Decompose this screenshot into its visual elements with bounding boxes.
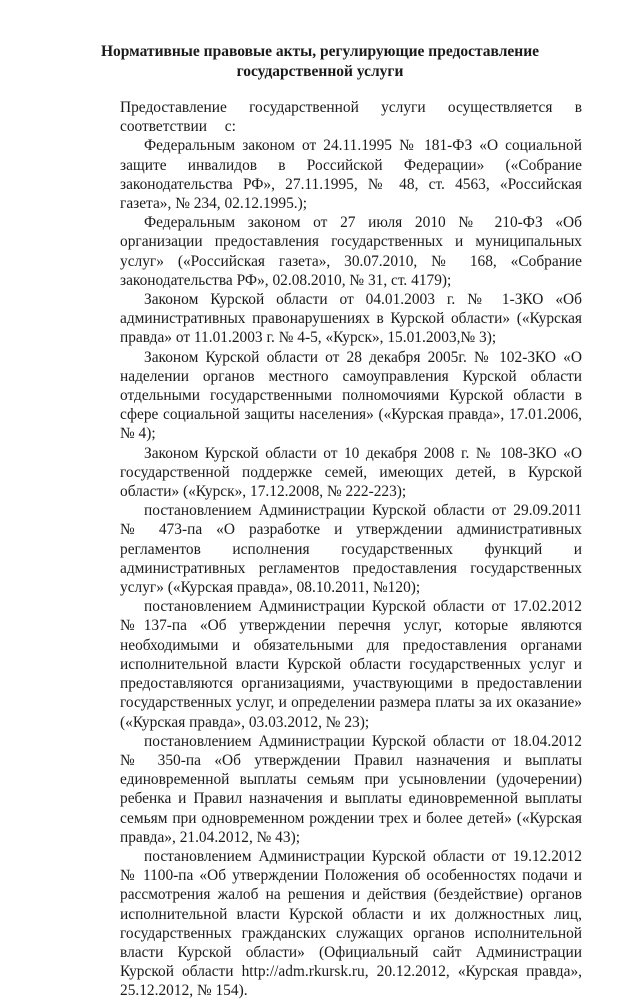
title-line-2: государственной услуги (236, 63, 404, 80)
decree-paragraph-473-pa: постановлением Администрации Курской области от 29.09.2011 № 473-па «О разработке и утверждении административных регламентов исполнения государственных функций и административных регламентов предоставления государственных услуг» («Курская правда», 08.10.2011, №120); (120, 502, 582, 597)
title-line-1: Нормативные правовые акты, регулирующие предоставление (100, 43, 540, 60)
law-paragraph-1-zko: Законом Курской области от 04.01.2003 г. № 1-ЗКО «Об административных правонарушениях в Курской области» («Курская правда» от 11.01.2003 г. № 4-5, «Курск», 15.01.2003,№ 3); (120, 291, 582, 347)
decree-paragraph-1100-pa: постановлением Администрации Курской области от 19.12.2012 № 1100-па «Об утверждении Положения об особенностях подачи и рассмотрения жалоб на решения и действия (бездействие) органов исполнительной власти Курской области и их должностных лиц, государственных гражданских служащих органов исполнительной власти Курской области» (Официальный сайт Администрации Курской области http://adm.rkursk.ru, 20.12.2012, «Курская правда», 25.12.2012, № 154). (120, 847, 582, 1000)
document-body (120, 98, 582, 1001)
decree-paragraph-350-pa: постановлением Администрации Курской области от 18.04.2012 № 350-па «Об утверждении Правил назначения и выплаты единовременной выплаты семьям при усыновлении (удочерении) ребенка и Правил назначения и выплаты единовременной выплаты семьям при одновременном рождении трех и более детей» («Курская правда», 21.04.2012, № 43); (120, 732, 582, 846)
decree-paragraph-137-pa: постановлением Администрации Курской области от 17.02.2012 №137-па «Об утверждении перечня услуг, которые являются необходимыми и обязательными для предоставления органами исполнительной власти Курской области государственных услуг и предоставляются организациями, участвующими в предоставлении государственных услуг, и определении размера платы за их оказание» («Курская правда», 03.03.2012, № 23); (120, 598, 582, 731)
law-paragraph-102-zko: Законом Курской области от 28 декабря 2005г. № 102-ЗКО «О наделении органов местного самоуправления Курской области отдельными государственными полномочиями Курской области в сфере социальной защиты населения» («Курская правда», 17.01.2006, № 4); (120, 348, 582, 443)
law-paragraph-108-zko: Законом Курской области от 10 декабря 2008 г. № 108-ЗКО «О государственной поддержке семей, имеющих детей, в Курской области» («Курск», 17.12.2008, № 222-223); (120, 444, 582, 501)
intro-paragraph: Предоставление государственной услуги осуществляется в соответствии с: (120, 99, 582, 136)
document-title (100, 42, 540, 82)
law-paragraph-210-fz: Федеральным законом от 27 июля 2010 № 210-ФЗ «Об организации предоставления государственных и муниципальных услуг» («Российская газета», 30.07.2010, № 168, «Собрание законодательства РФ», 02.08.2010, № 31, ст. 4179); (120, 214, 582, 289)
law-paragraph-181-fz: Федеральным законом от 24.11.1995 № 181-ФЗ «О социальной защите инвалидов в Российской Федерации» («Собрание законодательства РФ», 27.11.1995, № 48, ст. 4563, «Российская газета», № 234, 02.12.1995.); (120, 137, 582, 213)
